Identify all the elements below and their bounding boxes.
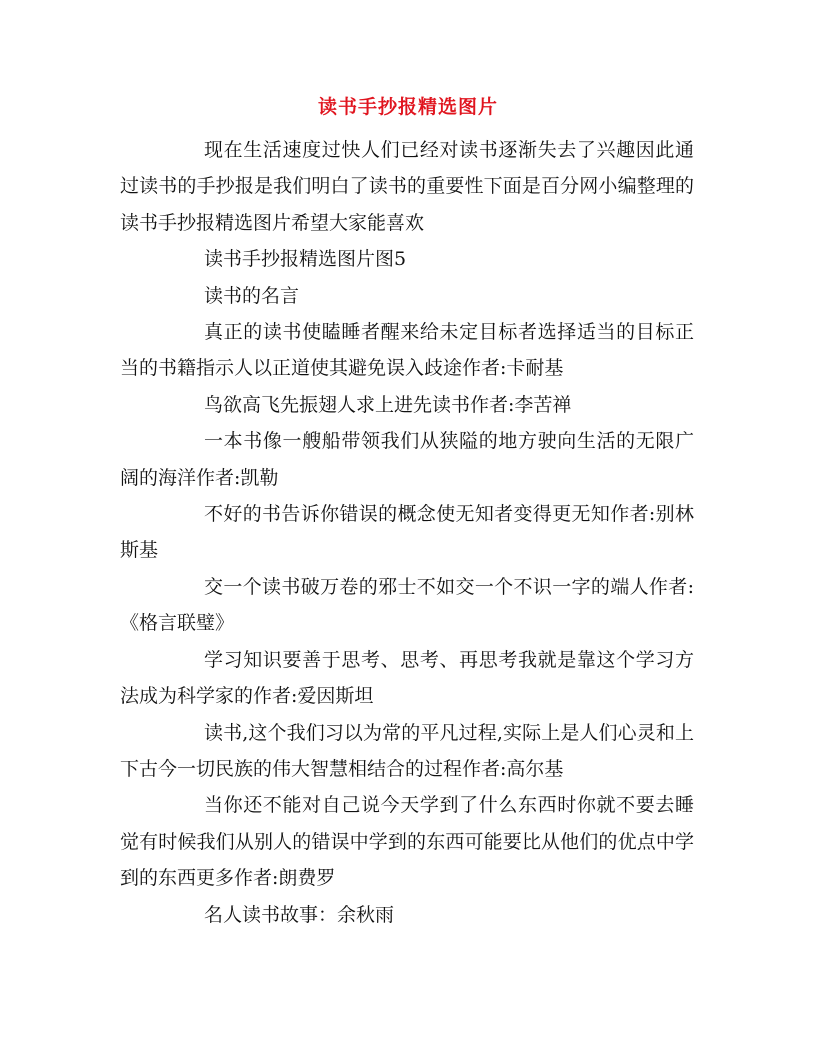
document-title: 读书手抄报精选图片 bbox=[317, 96, 498, 118]
quote-paragraph: 不好的书告诉你错误的概念使无知者变得更无知作者:别林斯基 bbox=[120, 503, 694, 562]
quote-paragraph: 交一个读书破万卷的邪士不如交一个不识一字的端人作者:《格言联璧》 bbox=[120, 575, 694, 635]
quote-paragraph: 学习知识要善于思考、思考、再思考我就是靠这个学习方法成为科学家的作者:爱因斯坦 bbox=[120, 648, 694, 708]
quote-paragraph: 当你还不能对自己说今天学到了什么东西时你就不要去睡觉有时候我们从别人的错误中学到的东西可能要比从他们的优点中学到的东西更多作者:朗费罗 bbox=[120, 794, 694, 890]
quote-paragraph: 鸟欲高飞先振翅人求上进先读书作者:李苦禅 bbox=[204, 393, 572, 416]
story-heading: 名人读书故事：余秋雨 bbox=[204, 903, 395, 926]
image-caption: 读书手抄报精选图片图5 bbox=[204, 248, 407, 271]
section-heading: 读书的名言 bbox=[204, 284, 300, 307]
quote-paragraph: 真正的读书使瞌睡者醒来给未定目标者选择适当的目标正当的书籍指示人以正道使其避免误入歧途作者:卡耐基 bbox=[120, 321, 694, 380]
quote-paragraph: 读书,这个我们习以为常的平凡过程,实际上是人们心灵和上下古今一切民族的伟大智慧相结合的过程作者:高尔基 bbox=[120, 721, 694, 780]
intro-paragraph: 现在生活速度过快人们已经对读书逐渐失去了兴趣因此通过读书的手抄报是我们明白了读书的重要性下面是百分网小编整理的读书手抄报精选图片希望大家能喜欢 bbox=[120, 139, 694, 234]
quote-paragraph: 一本书像一艘船带领我们从狭隘的地方驶向生活的无限广阔的海洋作者:凯勒 bbox=[120, 430, 694, 489]
document-body bbox=[120, 132, 694, 933]
